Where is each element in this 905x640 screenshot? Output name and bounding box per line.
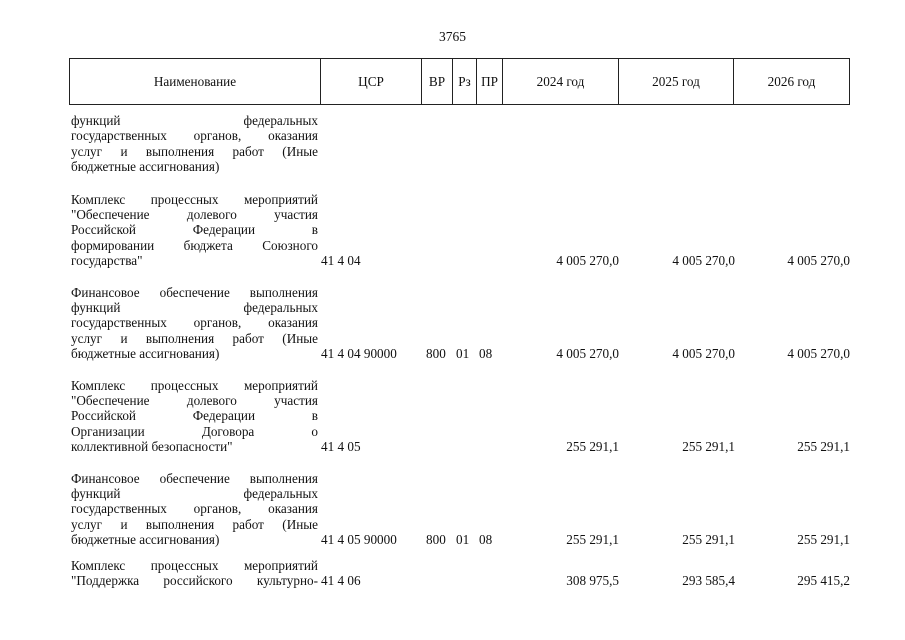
row-2025: 255 291,1 (682, 438, 735, 454)
header-pr: ПР (477, 59, 503, 104)
row-2024: 4 005 270,0 (556, 345, 619, 361)
name-line: "Обеспечение долевого участия (71, 207, 318, 223)
name-line: Российской Федерации в (71, 222, 318, 238)
name-line: государства" (71, 252, 143, 268)
name-line: услуг и выполнения работ (Иные (71, 330, 318, 346)
row-2024: 255 291,1 (566, 531, 619, 547)
name-line: услуг и выполнения работ (Иные (71, 143, 318, 159)
row-rz: 01 (456, 531, 470, 547)
header-rz: Рз (453, 59, 477, 104)
header-2024: 2024 год (503, 59, 619, 104)
row-pr: 08 (479, 531, 493, 547)
name-line: государственных органов, оказания (71, 501, 318, 517)
name-line: функций федеральных (71, 113, 318, 129)
row-2025: 4 005 270,0 (672, 345, 735, 361)
name-line: государственных органов, оказания (71, 128, 318, 144)
name-line: Комплекс процессных мероприятий (71, 557, 318, 573)
row-csr: 41 4 04 (321, 252, 361, 268)
page-number: 3765 (439, 29, 466, 44)
name-line: "Поддержка российского культурно- (71, 572, 318, 588)
name-line: бюджетные ассигнования) (71, 531, 220, 547)
row-2025: 255 291,1 (682, 531, 735, 547)
name-line: "Обеспечение долевого участия (71, 393, 318, 409)
row-2026: 4 005 270,0 (787, 252, 850, 268)
row-name (71, 558, 318, 588)
row-2024: 308 975,5 (566, 572, 619, 588)
header-2025: 2025 год (619, 59, 734, 104)
row-2026: 255 291,1 (797, 438, 850, 454)
name-line: бюджетные ассигнования) (71, 345, 220, 361)
row-csr: 41 4 06 (321, 572, 361, 588)
name-line: Комплекс процессных мероприятий (71, 192, 318, 208)
row-csr: 41 4 05 90000 (321, 531, 397, 547)
row-vr: 800 (426, 531, 446, 547)
row-vr: 800 (426, 345, 446, 361)
name-line: функций федеральных (71, 486, 318, 502)
name-line: государственных органов, оказания (71, 315, 318, 331)
row-2024: 4 005 270,0 (556, 252, 619, 268)
name-line: коллективной безопасности" (71, 438, 233, 454)
row-2026: 4 005 270,0 (787, 345, 850, 361)
name-line: услуг и выполнения работ (Иные (71, 516, 318, 532)
name-line: Финансовое обеспечение выполнения (71, 471, 318, 487)
row-rz: 01 (456, 345, 470, 361)
row-2025: 4 005 270,0 (672, 252, 735, 268)
name-line: бюджетные ассигнования) (71, 158, 220, 174)
header-vr: ВР (422, 59, 453, 104)
header-csr: ЦСР (321, 59, 422, 104)
name-line: Комплекс процессных мероприятий (71, 378, 318, 394)
header-2026: 2026 год (767, 74, 816, 89)
row-2026: 255 291,1 (797, 531, 850, 547)
row-2026: 295 415,2 (797, 572, 850, 588)
row-csr: 41 4 04 90000 (321, 345, 397, 361)
row-pr: 08 (479, 345, 493, 361)
row-csr: 41 4 05 (321, 438, 361, 454)
name-line: функций федеральных (71, 300, 318, 316)
name-line: формировании бюджета Союзного (71, 237, 318, 253)
name-line: Организации Договора о (71, 423, 318, 439)
header-name: Наименование (70, 59, 321, 104)
name-line: Российской Федерации в (71, 408, 318, 424)
name-line: Финансовое обеспечение выполнения (71, 285, 318, 301)
row-2024: 255 291,1 (566, 438, 619, 454)
row-2025: 293 585,4 (682, 572, 735, 588)
